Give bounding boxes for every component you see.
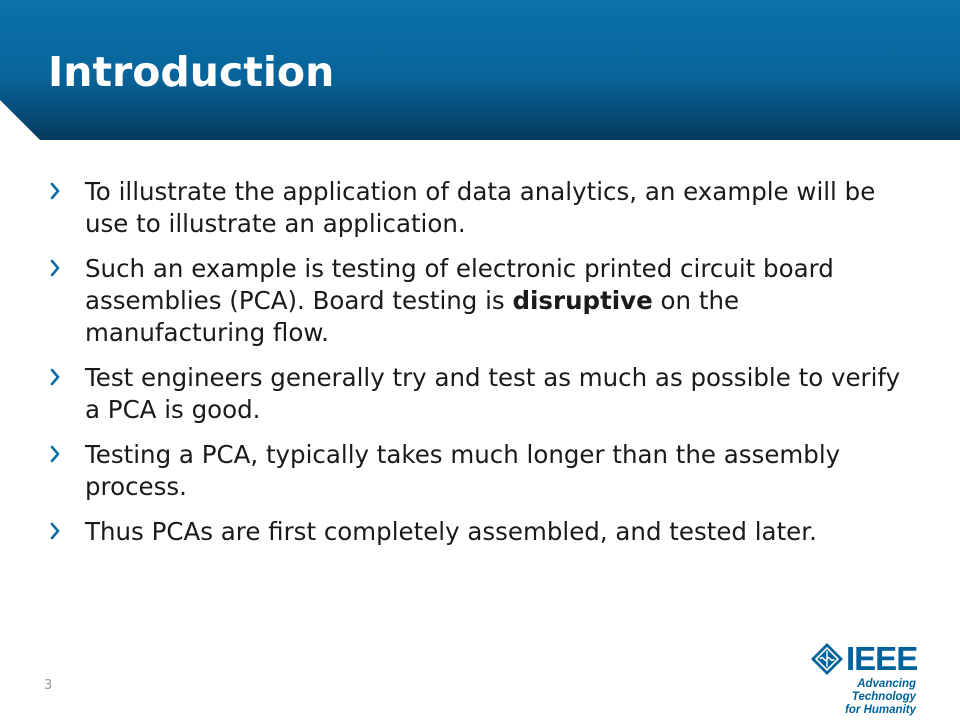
ieee-diamond-icon bbox=[810, 642, 844, 676]
bullet-text bbox=[85, 363, 900, 424]
bullet-emphasis: disruptive bbox=[512, 286, 653, 315]
bullet-text-run: Thus PCAs are first completely assembled, and tested later. bbox=[85, 517, 817, 546]
bullet-text-run: To illustrate the application of data analytics, an example will be use to illustrate an application. bbox=[85, 177, 876, 238]
bullet-text-run: Such an example is testing of electronic printed circuit board assemblies (PCA). Board testing is bbox=[85, 254, 834, 315]
bullet-item bbox=[0, 362, 960, 426]
ieee-logo bbox=[808, 640, 920, 716]
chevron-right-icon bbox=[50, 522, 60, 540]
bullet-item bbox=[0, 439, 960, 503]
bullet-text bbox=[85, 517, 817, 546]
bullet-item bbox=[0, 176, 960, 240]
logo-tagline-line1: Advancing Technology bbox=[851, 678, 916, 703]
chevron-right-icon bbox=[50, 445, 60, 463]
logo-wordmark: IEEE bbox=[846, 640, 918, 677]
bullet-text-run: Testing a PCA, typically takes much longer than the assembly process. bbox=[85, 440, 841, 501]
bullet-text-run: on the manufacturing flow. bbox=[85, 286, 740, 347]
chevron-right-icon bbox=[50, 368, 60, 386]
bullet-text bbox=[85, 440, 840, 501]
chevron-right-icon bbox=[50, 182, 60, 200]
slide-number: 3 bbox=[44, 678, 53, 693]
logo-tagline bbox=[808, 678, 916, 717]
slide-title: Introduction bbox=[48, 48, 335, 96]
bullet-text bbox=[85, 254, 834, 347]
bullet-item bbox=[0, 516, 960, 548]
bullet-text-run: Test engineers generally try and test as much as possible to verify a PCA is good. bbox=[85, 363, 901, 424]
title-banner bbox=[0, 0, 960, 140]
logo-tagline-line2: for Humanity bbox=[845, 704, 916, 716]
bullet-text bbox=[85, 177, 875, 238]
bullet-list bbox=[0, 176, 960, 561]
chevron-right-icon bbox=[50, 259, 60, 277]
bullet-item bbox=[0, 253, 960, 349]
